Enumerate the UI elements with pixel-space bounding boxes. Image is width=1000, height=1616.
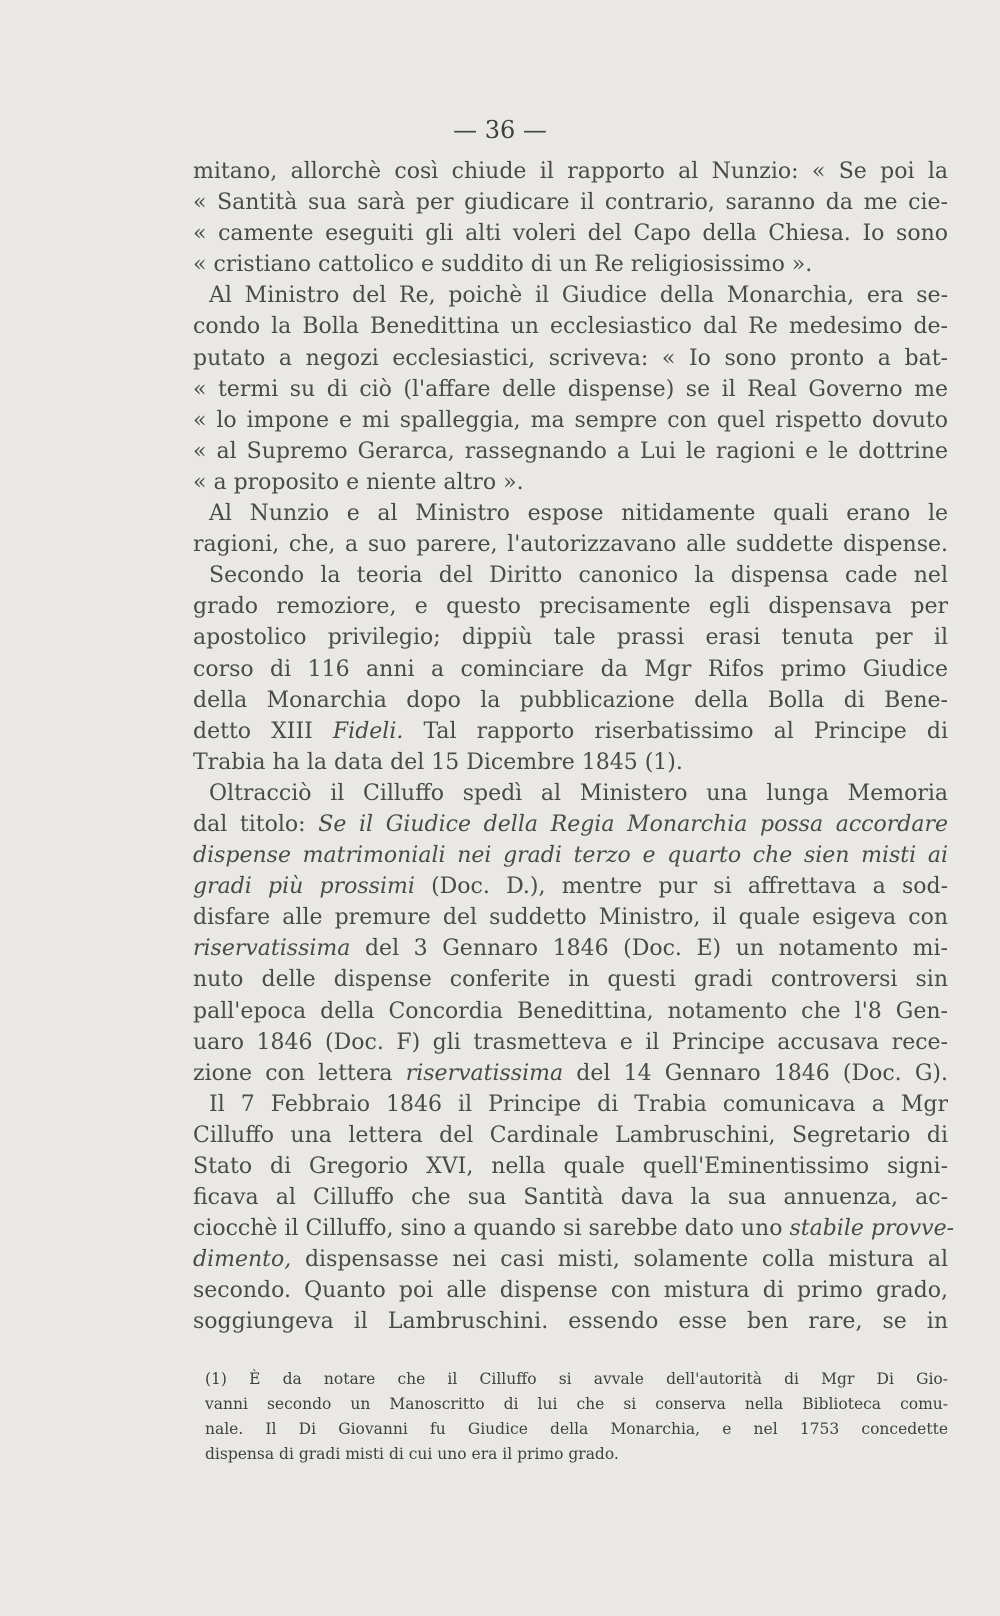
- text-line: corso di 116 anni a cominciare da Mgr Rifos primo Giudice: [193, 656, 948, 682]
- text-line: ciocchè il Cilluffo, sino a quando si sarebbe dato uno stabile provve-: [193, 1216, 955, 1242]
- text-line: pall'epoca della Concordia Benedittina, notamento che l'8 Gen-: [193, 998, 948, 1024]
- text-line: ficava al Cilluffo che sua Santità dava la sua annuenza, ac-: [193, 1185, 948, 1211]
- footnotes: [205, 1367, 948, 1467]
- text-line: Al Nunzio e al Ministro espose nitidamente quali erano le: [209, 501, 948, 527]
- footnote-line: nale. Il Di Giovanni fu Giudice della Monarchia, e nel 1753 concedette: [205, 1420, 948, 1438]
- text-line: « termi su di ciò (l'affare delle dispense) se il Real Governo me: [193, 376, 948, 402]
- text-line: Il 7 Febbraio 1846 il Principe di Trabia comunicava a Mgr: [209, 1091, 948, 1117]
- text-line: « al Supremo Gerarca, rassegnando a Lui le ragioni e le dottrine: [193, 438, 948, 464]
- text-line: dal titolo: Se il Giudice della Regia Monarchia possa accordare: [193, 811, 948, 837]
- text-line: uaro 1846 (Doc. F) gli trasmetteva e il Principe accusava rece-: [193, 1029, 948, 1055]
- text-line: « lo impone e mi spalleggia, ma sempre con quel rispetto dovuto: [193, 407, 948, 433]
- text-line: soggiungeva il Lambruschini. essendo esse ben rare, se in: [193, 1309, 948, 1335]
- text-line: gradi più prossimi (Doc. D.), mentre pur si affrettava a sod-: [193, 874, 949, 900]
- text-line: condo la Bolla Benedittina un ecclesiastico dal Re medesimo de-: [193, 314, 948, 340]
- text-line: riservatissima del 3 Gennaro 1846 (Doc. E) un notamento mi-: [193, 936, 948, 962]
- footnote-line: vanni secondo un Manoscritto di lui che si conserva nella Biblioteca comu-: [205, 1395, 948, 1413]
- text-line: « cristiano cattolico e suddito di un Re religiosissimo ».: [193, 252, 813, 278]
- text-line: Trabia ha la data del 15 Dicembre 1845 (1).: [193, 749, 683, 775]
- text-line: grado remoziore, e questo precisamente egli dispensava per: [193, 594, 948, 620]
- footnote-line: (1) È da notare che il Cilluffo si avvale dell'autorità di Mgr Di Gio-: [205, 1370, 948, 1388]
- text-line: ragioni, che, a suo parere, l'autorizzavano alle suddette dispense.: [193, 532, 948, 558]
- text-line: Secondo la teoria del Diritto canonico la dispensa cade nel: [209, 563, 948, 589]
- text-line: zione con lettera riservatissima del 14 Gennaro 1846 (Doc. G).: [193, 1060, 948, 1086]
- text-line: putato a negozi ecclesiastici, scriveva: « Io sono pronto a bat-: [193, 345, 948, 371]
- text-line: nuto delle dispense conferite in questi gradi controversi sin: [193, 967, 948, 993]
- text-line: Oltracciò il Cilluffo spedì al Ministero una lunga Memoria: [209, 780, 948, 806]
- text-line: « Santità sua sarà per giudicare il contrario, saranno da me cie-: [193, 190, 948, 216]
- text-line: della Monarchia dopo la pubblicazione della Bolla di Bene-: [193, 687, 948, 713]
- footnote-line: dispensa di gradi misti di cui uno era il primo grado.: [205, 1445, 619, 1463]
- text-line: « a proposito e niente altro ».: [193, 469, 524, 495]
- text-line: mitano, allorchè così chiude il rapporto al Nunzio: « Se poi la: [193, 159, 948, 184]
- text-line: Cilluffo una lettera del Cardinale Lambruschini, Segretario di: [193, 1122, 948, 1148]
- text-line: dispense matrimoniali nei gradi terzo e quarto che sien misti ai: [193, 843, 948, 869]
- page-number: — 36 —: [453, 116, 547, 144]
- text-line: Stato di Gregorio XVI, nella quale quell'Eminentissimo signi-: [193, 1154, 948, 1179]
- body-text: [193, 156, 955, 1338]
- text-line: « camente eseguiti gli alti voleri del Capo della Chiesa. Io sono: [193, 221, 948, 247]
- text-line: secondo. Quanto poi alle dispense con mistura di primo grado,: [193, 1278, 948, 1304]
- text-line: detto XIII Fideli. Tal rapporto riserbatissimo al Principe di: [193, 718, 948, 744]
- text-line: Al Ministro del Re, poichè il Giudice della Monarchia, era se-: [209, 283, 948, 309]
- text-line: apostolico privilegio; dippiù tale prassi erasi tenuta per il: [193, 625, 948, 651]
- text-line: dimento, dispensasse nei casi misti, solamente colla mistura al: [193, 1247, 948, 1273]
- text-line: disfare alle premure del suddetto Ministro, il quale esigeva con: [193, 905, 948, 931]
